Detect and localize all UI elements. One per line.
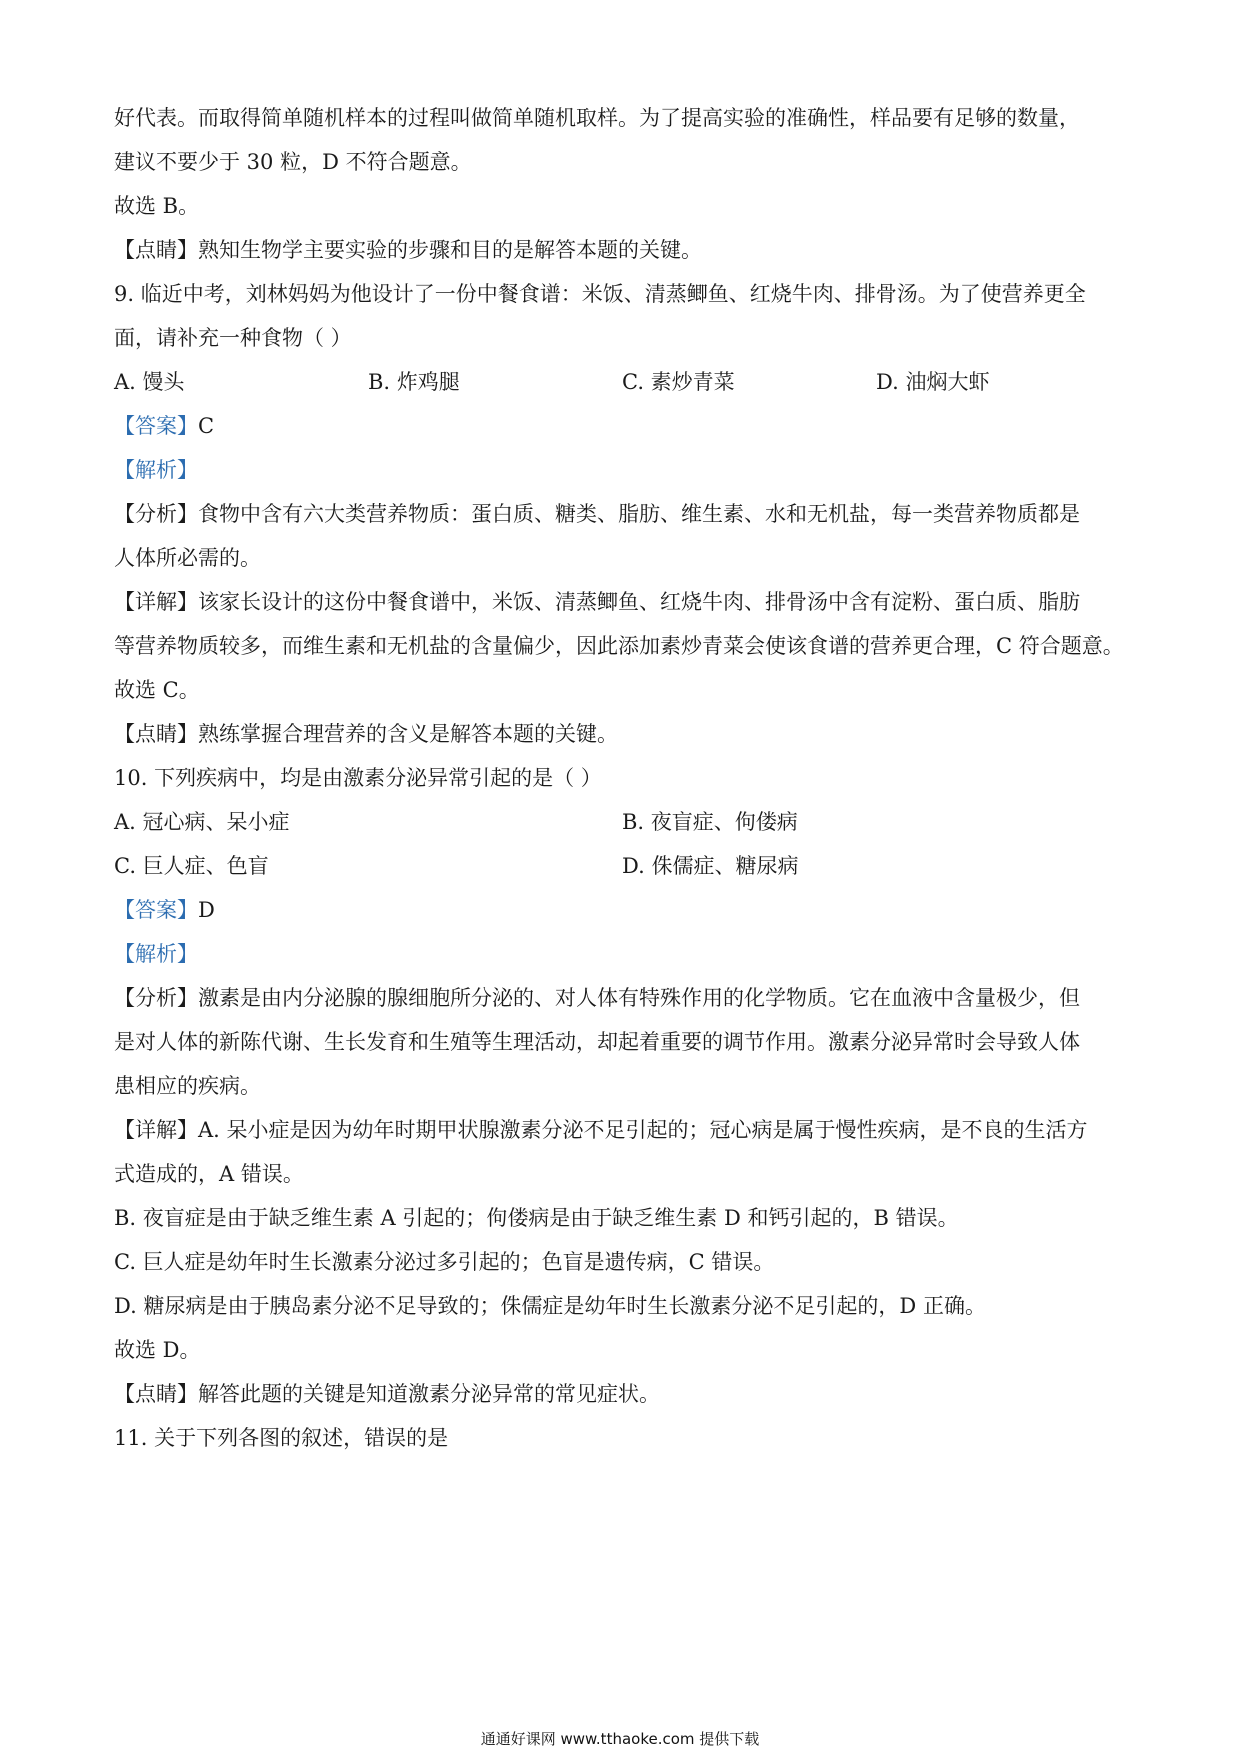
option-c: C. 巨人症、色盲 bbox=[114, 854, 269, 878]
option-a: A. 冠心病、呆小症 bbox=[114, 810, 290, 834]
analysis-text: 患相应的疾病。 bbox=[114, 1074, 261, 1098]
text-line: 建议不要少于 30 粒，D 不符合题意。 bbox=[114, 150, 472, 174]
option-d: D. 油焖大虾 bbox=[876, 370, 990, 394]
detail-text: C. 巨人症是幼年时生长激素分泌过多引起的；色盲是遗传病，C 错误。 bbox=[114, 1250, 775, 1274]
answer-tag: 【答案】 bbox=[114, 898, 198, 922]
answer-tag: 【答案】 bbox=[114, 414, 198, 438]
analysis-tag: 【解析】 bbox=[114, 458, 198, 482]
analysis-text: 人体所必需的。 bbox=[114, 546, 261, 570]
detail-text: 【详解】该家长设计的这份中餐食谱中，米饭、清蒸鲫鱼、红烧牛肉、排骨汤中含有淀粉、蛋白质、脂肪 bbox=[114, 590, 1080, 614]
question-9: 9. 临近中考，刘林妈妈为他设计了一份中餐食谱：米饭、清蒸鲫鱼、红烧牛肉、排骨汤。为了使营养更全 bbox=[114, 282, 1086, 306]
question-10: 10. 下列疾病中，均是由激素分泌异常引起的是（ ） bbox=[114, 766, 602, 790]
choice-text: 故选 D。 bbox=[114, 1338, 201, 1362]
answer-line bbox=[114, 896, 1130, 924]
tip-line: 【点睛】熟练掌握合理营养的含义是解答本题的关键。 bbox=[114, 722, 618, 746]
detail-text: D. 糖尿病是由于胰岛素分泌不足导致的；侏儒症是幼年时生长激素分泌不足引起的，D 正确。 bbox=[114, 1294, 986, 1318]
option-c: C. 素炒青菜 bbox=[622, 370, 735, 394]
option-d: D. 侏儒症、糖尿病 bbox=[622, 854, 799, 878]
answer-value: D bbox=[198, 898, 215, 922]
answer-value: C bbox=[198, 414, 215, 438]
analysis-text: 【分析】食物中含有六大类营养物质：蛋白质、糖类、脂肪、维生素、水和无机盐，每一类营养物质都是 bbox=[114, 502, 1080, 526]
tip-line: 【点睛】解答此题的关键是知道激素分泌异常的常见症状。 bbox=[114, 1382, 660, 1406]
option-b: B. 夜盲症、佝偻病 bbox=[622, 810, 798, 834]
tip-line: 【点睛】熟知生物学主要实验的步骤和目的是解答本题的关键。 bbox=[114, 238, 702, 262]
choice-text: 故选 C。 bbox=[114, 678, 200, 702]
detail-text: B. 夜盲症是由于缺乏维生素 A 引起的；佝偻病是由于缺乏维生素 D 和钙引起的，B 错误。 bbox=[114, 1206, 959, 1230]
footer-text: 通通好课网 www.tthaoke.com 提供下载 bbox=[480, 1730, 760, 1748]
detail-text: 式造成的，A 错误。 bbox=[114, 1162, 304, 1186]
question-9-cont: 面，请补充一种食物（ ） bbox=[114, 326, 352, 350]
answer-line bbox=[114, 412, 1130, 440]
analysis-tag: 【解析】 bbox=[114, 942, 198, 966]
detail-text: 等营养物质较多，而维生素和无机盐的含量偏少，因此添加素炒青菜会使该食谱的营养更合理，C 符合题意。 bbox=[114, 634, 1124, 658]
detail-text: 【详解】A. 呆小症是因为幼年时期甲状腺激素分泌不足引起的；冠心病是属于慢性疾病，是不良的生活方 bbox=[114, 1118, 1088, 1142]
question-11: 11. 关于下列各图的叙述，错误的是 bbox=[114, 1426, 449, 1450]
text-line: 故选 B。 bbox=[114, 194, 200, 218]
option-a: A. 馒头 bbox=[114, 370, 185, 394]
analysis-text: 是对人体的新陈代谢、生长发育和生殖等生理活动，却起着重要的调节作用。激素分泌异常时会导致人体 bbox=[114, 1030, 1080, 1054]
text-line: 好代表。而取得简单随机样本的过程叫做简单随机取样。为了提高实验的准确性，样品要有足够的数量， bbox=[114, 106, 1080, 130]
option-b: B. 炸鸡腿 bbox=[368, 370, 460, 394]
analysis-text: 【分析】激素是由内分泌腺的腺细胞所分泌的、对人体有特殊作用的化学物质。它在血液中含量极少，但 bbox=[114, 986, 1080, 1010]
